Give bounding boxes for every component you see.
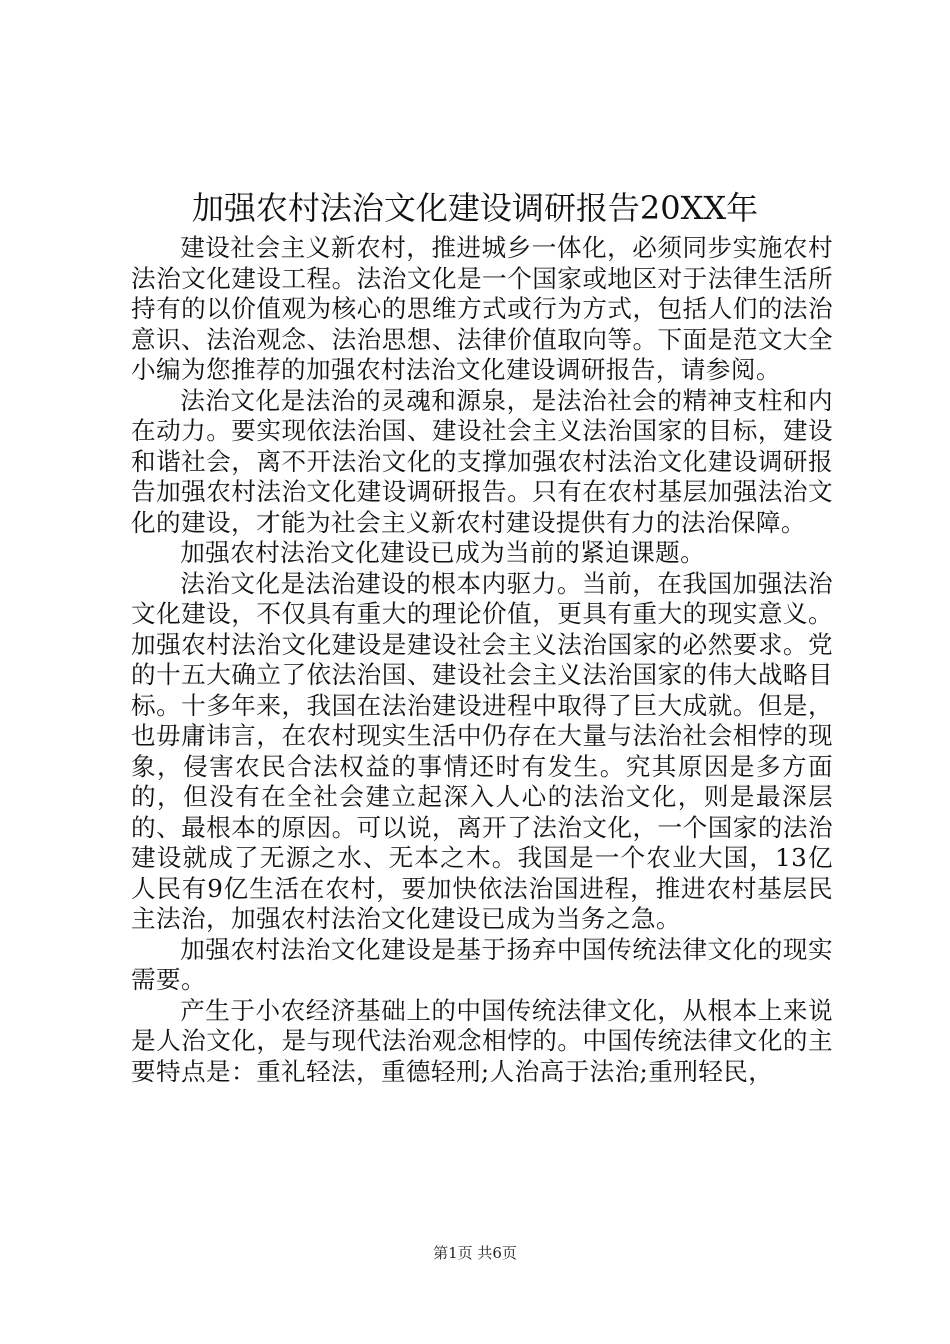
paragraph: 建设社会主义新农村，推进城乡一体化，必须同步实施农村法治文化建设工程。法治文化是一个国家或地区对于法律生活所持有的以价值观为核心的思维方式或行为方式，包括人们的法治意识、法治观念、法治思想、法律价值取向等。下面是范文大全小编为您推荐的加强农村法治文化建设调研报告，请参阅。 [131, 233, 833, 384]
document-body [131, 233, 833, 1087]
document-title: 加强农村法治文化建设调研报告20XX年 [191, 189, 759, 227]
paragraph: 产生于小农经济基础上的中国传统法律文化，从根本上来说是人治文化，是与现代法治观念相悖的。中国传统法律文化的主要特点是：重礼轻法，重德轻刑;人治高于法治;重刑轻民， [131, 995, 833, 1086]
paragraph: 法治文化是法治的灵魂和源泉，是法治社会的精神支柱和内在动力。要实现依法治国、建设社会主义法治国家的目标，建设和谐社会，离不开法治文化的支撑加强农村法治文化建设调研报告加强农村法治文化建设调研报告。只有在农村基层加强法治文化的建设，才能为社会主义新农村建设提供有力的法治保障。 [131, 385, 833, 537]
paragraph: 法治文化是法治建设的根本内驱力。当前，在我国加强法治文化建设，不仅具有重大的理论价值，更具有重大的现实意义。加强农村法治文化建设是建设社会主义法治国家的必然要求。党的十五大确立了依法治国、建设社会主义法治国家的伟大战略目标。十多年来，我国在法治建设进程中取得了巨大成就。但是，也毋庸讳言，在农村现实生活中仍存在大量与法治社会相悖的现象，侵害农民合法权益的事情还时有发生。究其原因是多方面的，但没有在全社会建立起深入人心的法治文化，则是最深层的、最根本的原因。可以说，离开了法治文化，一个国家的法治建设就成了无源之水、无本之木。我国是一个农业大国，13亿人民有9亿生活在农村，要加快依法治国进程，推进农村基层民主法治，加强农村法治文化建设已成为当务之急。 [131, 568, 833, 933]
page-number-indicator: 第1页 共6页 [433, 1244, 517, 1262]
paragraph: 加强农村法治文化建设是基于扬弃中国传统法律文化的现实需要。 [131, 934, 833, 994]
page-footer [0, 1243, 950, 1263]
paragraph: 加强农村法治文化建设已成为当前的紧迫课题。 [180, 538, 706, 567]
